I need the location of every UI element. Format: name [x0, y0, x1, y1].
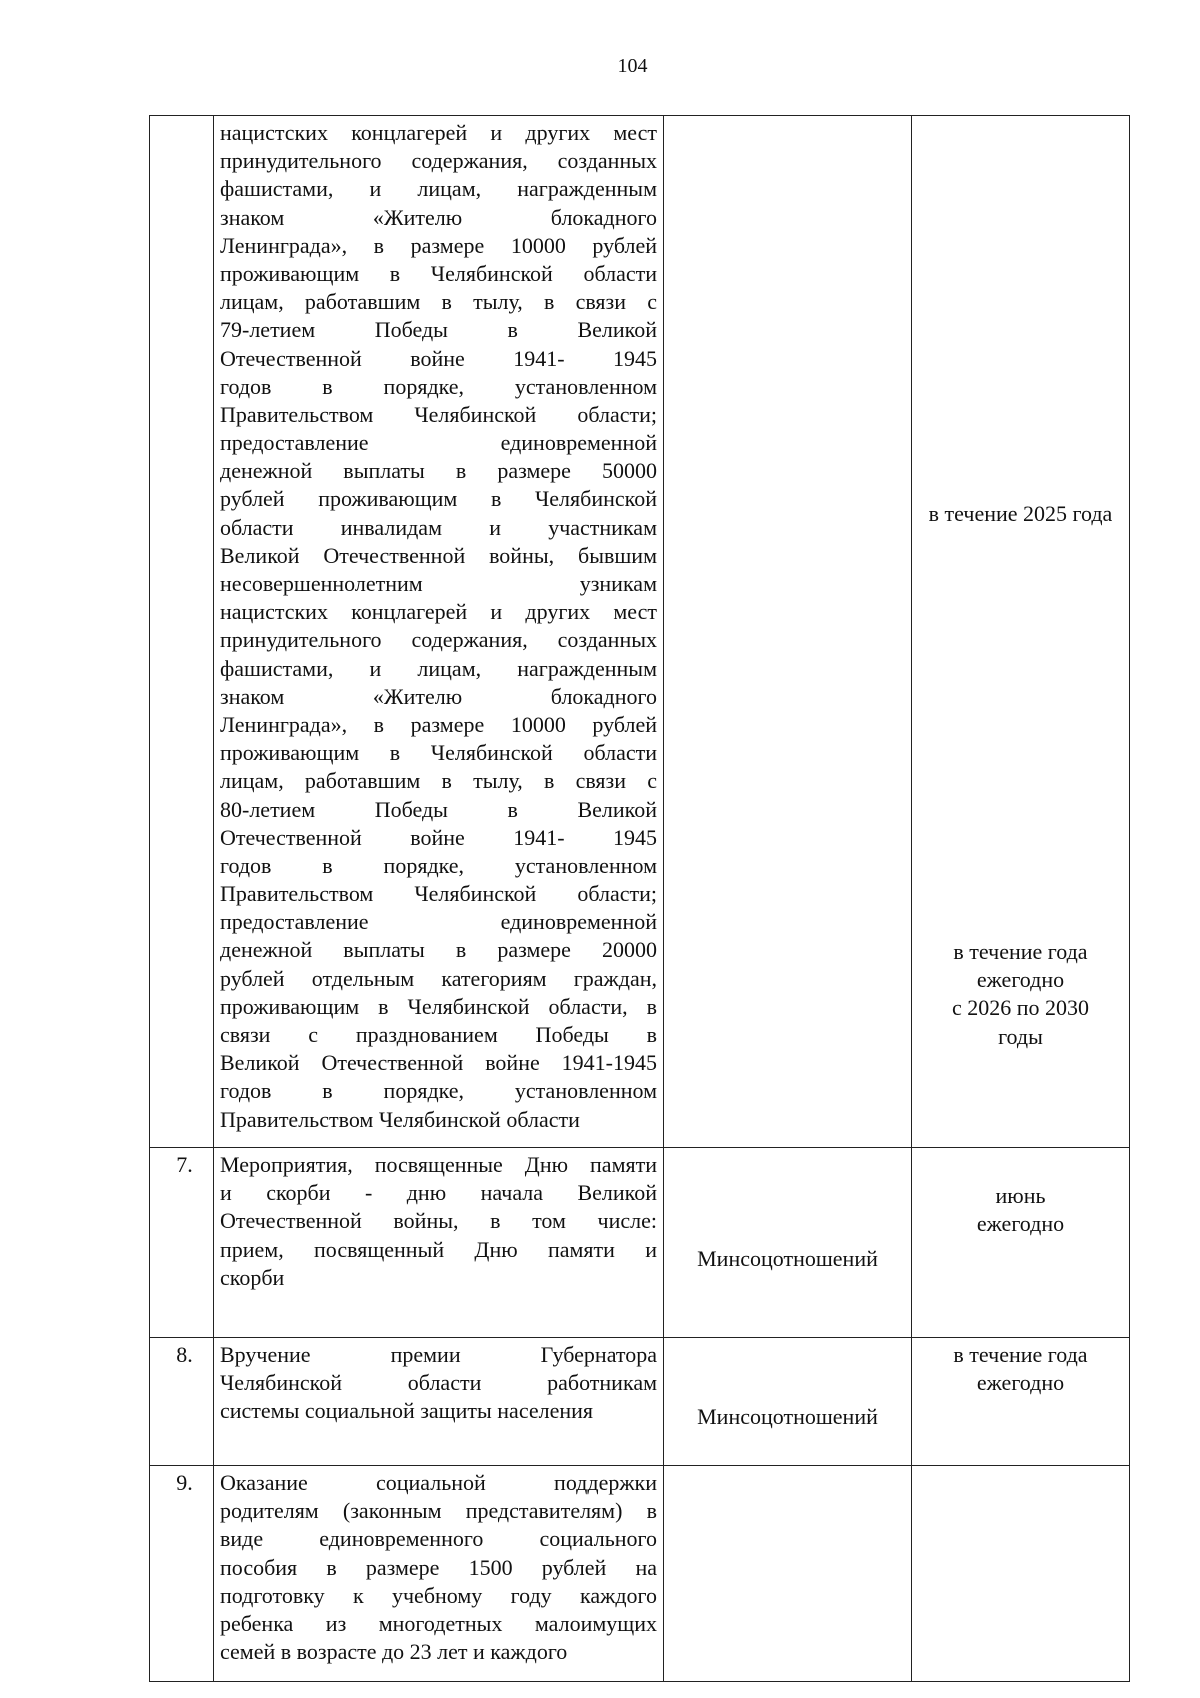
description-line: принудительного содержания, созданных [220, 627, 657, 653]
execution-term [912, 1466, 1130, 1682]
description-line: Правительством Челябинской области; [220, 401, 657, 427]
table-row-9 [150, 1466, 1130, 1682]
description-line: рублей проживающим в Челябинской [220, 486, 657, 512]
description-line: проживающим в Челябинской области [220, 740, 657, 766]
description-line: проживающим в Челябинской области, в [220, 993, 657, 1019]
description-line: Правительством Челябинской области [220, 1106, 580, 1132]
description-line: пособия в размере 1500 рублей на [220, 1554, 657, 1580]
description-line: 80-летием Победы в Великой [220, 796, 657, 822]
page-number: 104 [617, 55, 648, 77]
description-line: Отечественной войне 1941- 1945 [220, 345, 657, 371]
description-line: знаком «Жителю блокадного [220, 204, 657, 230]
execution-term [912, 1338, 1130, 1466]
description-line: знаком «Жителю блокадного [220, 683, 657, 709]
description-line: связи с празднованием Победы в [220, 1022, 657, 1047]
description-line: нацистских концлагерей и других мест [220, 120, 657, 145]
term-line: ежегодно [976, 967, 1065, 993]
measure-description [214, 1148, 664, 1338]
description-line: лицам, работавшим в тылу, в связи с [220, 768, 657, 794]
row-number [150, 116, 214, 1148]
execution-term [912, 116, 1130, 1148]
description-line: проживающим в Челябинской области [220, 260, 657, 286]
description-line: прием, посвященный Дню памяти и [220, 1236, 657, 1262]
description-line: несовершеннолетним узникам [220, 571, 657, 596]
term-line: годы [998, 1023, 1043, 1049]
description-line: денежной выплаты в размере 50000 [220, 458, 657, 484]
measures-table [149, 115, 1130, 1682]
row-number: 7. [150, 1148, 214, 1338]
description-line: подготовку к учебному году каждого [220, 1582, 657, 1608]
responsible-organization [664, 116, 912, 1148]
description-line: Великой Отечественной войны, бывшим [220, 542, 657, 568]
description-line: Ленинграда», в размере 10000 рублей [220, 232, 657, 258]
description-line: денежной выплаты в размере 20000 [220, 937, 657, 963]
responsible-organization [664, 1338, 912, 1466]
description-line: годов в порядке, установленном [220, 373, 657, 399]
table-row-8 [150, 1338, 1130, 1466]
organization-label: Минсоцотношений [697, 1246, 878, 1272]
organization-label: Минсоцотношений [697, 1403, 878, 1429]
term-2025 [912, 500, 1129, 528]
description-line: ребенка из многодетных малоимущих [220, 1610, 657, 1636]
description-line: Мероприятия, посвященные Дню памяти [220, 1152, 657, 1177]
description-line: 79-летием Победы в Великой [220, 317, 657, 343]
description-line: фашистами, и лицам, награжденным [220, 176, 657, 202]
description-line: Отечественной войны, в том числе: [220, 1208, 657, 1234]
description-line: родителям (законным представителям) в [220, 1498, 657, 1524]
description-line: нацистских концлагерей и других мест [220, 599, 657, 625]
responsible-organization [664, 1466, 912, 1682]
description-line: области инвалидам и участникам [220, 514, 657, 540]
table-row-7 [150, 1148, 1130, 1338]
measure-description [214, 116, 664, 1148]
term-line: в течение 2025 года [928, 501, 1113, 526]
description-line: годов в порядке, установленном [220, 852, 657, 878]
description-line: семей в возрасте до 23 лет и каждого [220, 1639, 568, 1665]
description-line: годов в порядке, установленном [220, 1078, 657, 1104]
description-line: фашистами, и лицам, награжденным [220, 655, 657, 681]
description-line: Правительством Челябинской области; [220, 881, 657, 907]
responsible-organization [664, 1148, 912, 1338]
description-line: Оказание социальной поддержки [220, 1470, 657, 1495]
description-line: скорби [220, 1264, 285, 1290]
description-line: лицам, работавшим в тылу, в связи с [220, 289, 657, 315]
description-line: виде единовременного социального [220, 1526, 657, 1552]
term-line: ежегодно [976, 1370, 1065, 1396]
term-line: с 2026 по 2030 [951, 995, 1090, 1021]
term-line: июнь [995, 1183, 1046, 1208]
table-row-continuation [150, 116, 1130, 1148]
term-2026-2030 [912, 938, 1129, 1051]
description-line: рублей отдельным категориям граждан, [220, 965, 657, 991]
row-number: 8. [150, 1338, 214, 1466]
term-line: в течение года [953, 939, 1088, 964]
description-line: системы социальной защиты населения [220, 1398, 594, 1424]
description-line: Челябинской области работникам [220, 1370, 657, 1396]
execution-term [912, 1148, 1130, 1338]
description-line: Отечественной войне 1941- 1945 [220, 824, 657, 850]
description-line: Великой Отечественной войне 1941-1945 [220, 1050, 657, 1076]
description-line: предоставление единовременной [220, 909, 657, 935]
description-line: Вручение премии Губернатора [220, 1342, 657, 1367]
measure-description [214, 1338, 664, 1466]
term-line: ежегодно [976, 1211, 1065, 1237]
row-number: 9. [150, 1466, 214, 1682]
description-line: Ленинграда», в размере 10000 рублей [220, 711, 657, 737]
description-line: и скорби - дню начала Великой [220, 1180, 657, 1206]
description-line: принудительного содержания, созданных [220, 148, 657, 174]
description-line: предоставление единовременной [220, 430, 657, 456]
measure-description [214, 1466, 664, 1682]
term-line: в течение года [953, 1342, 1088, 1367]
